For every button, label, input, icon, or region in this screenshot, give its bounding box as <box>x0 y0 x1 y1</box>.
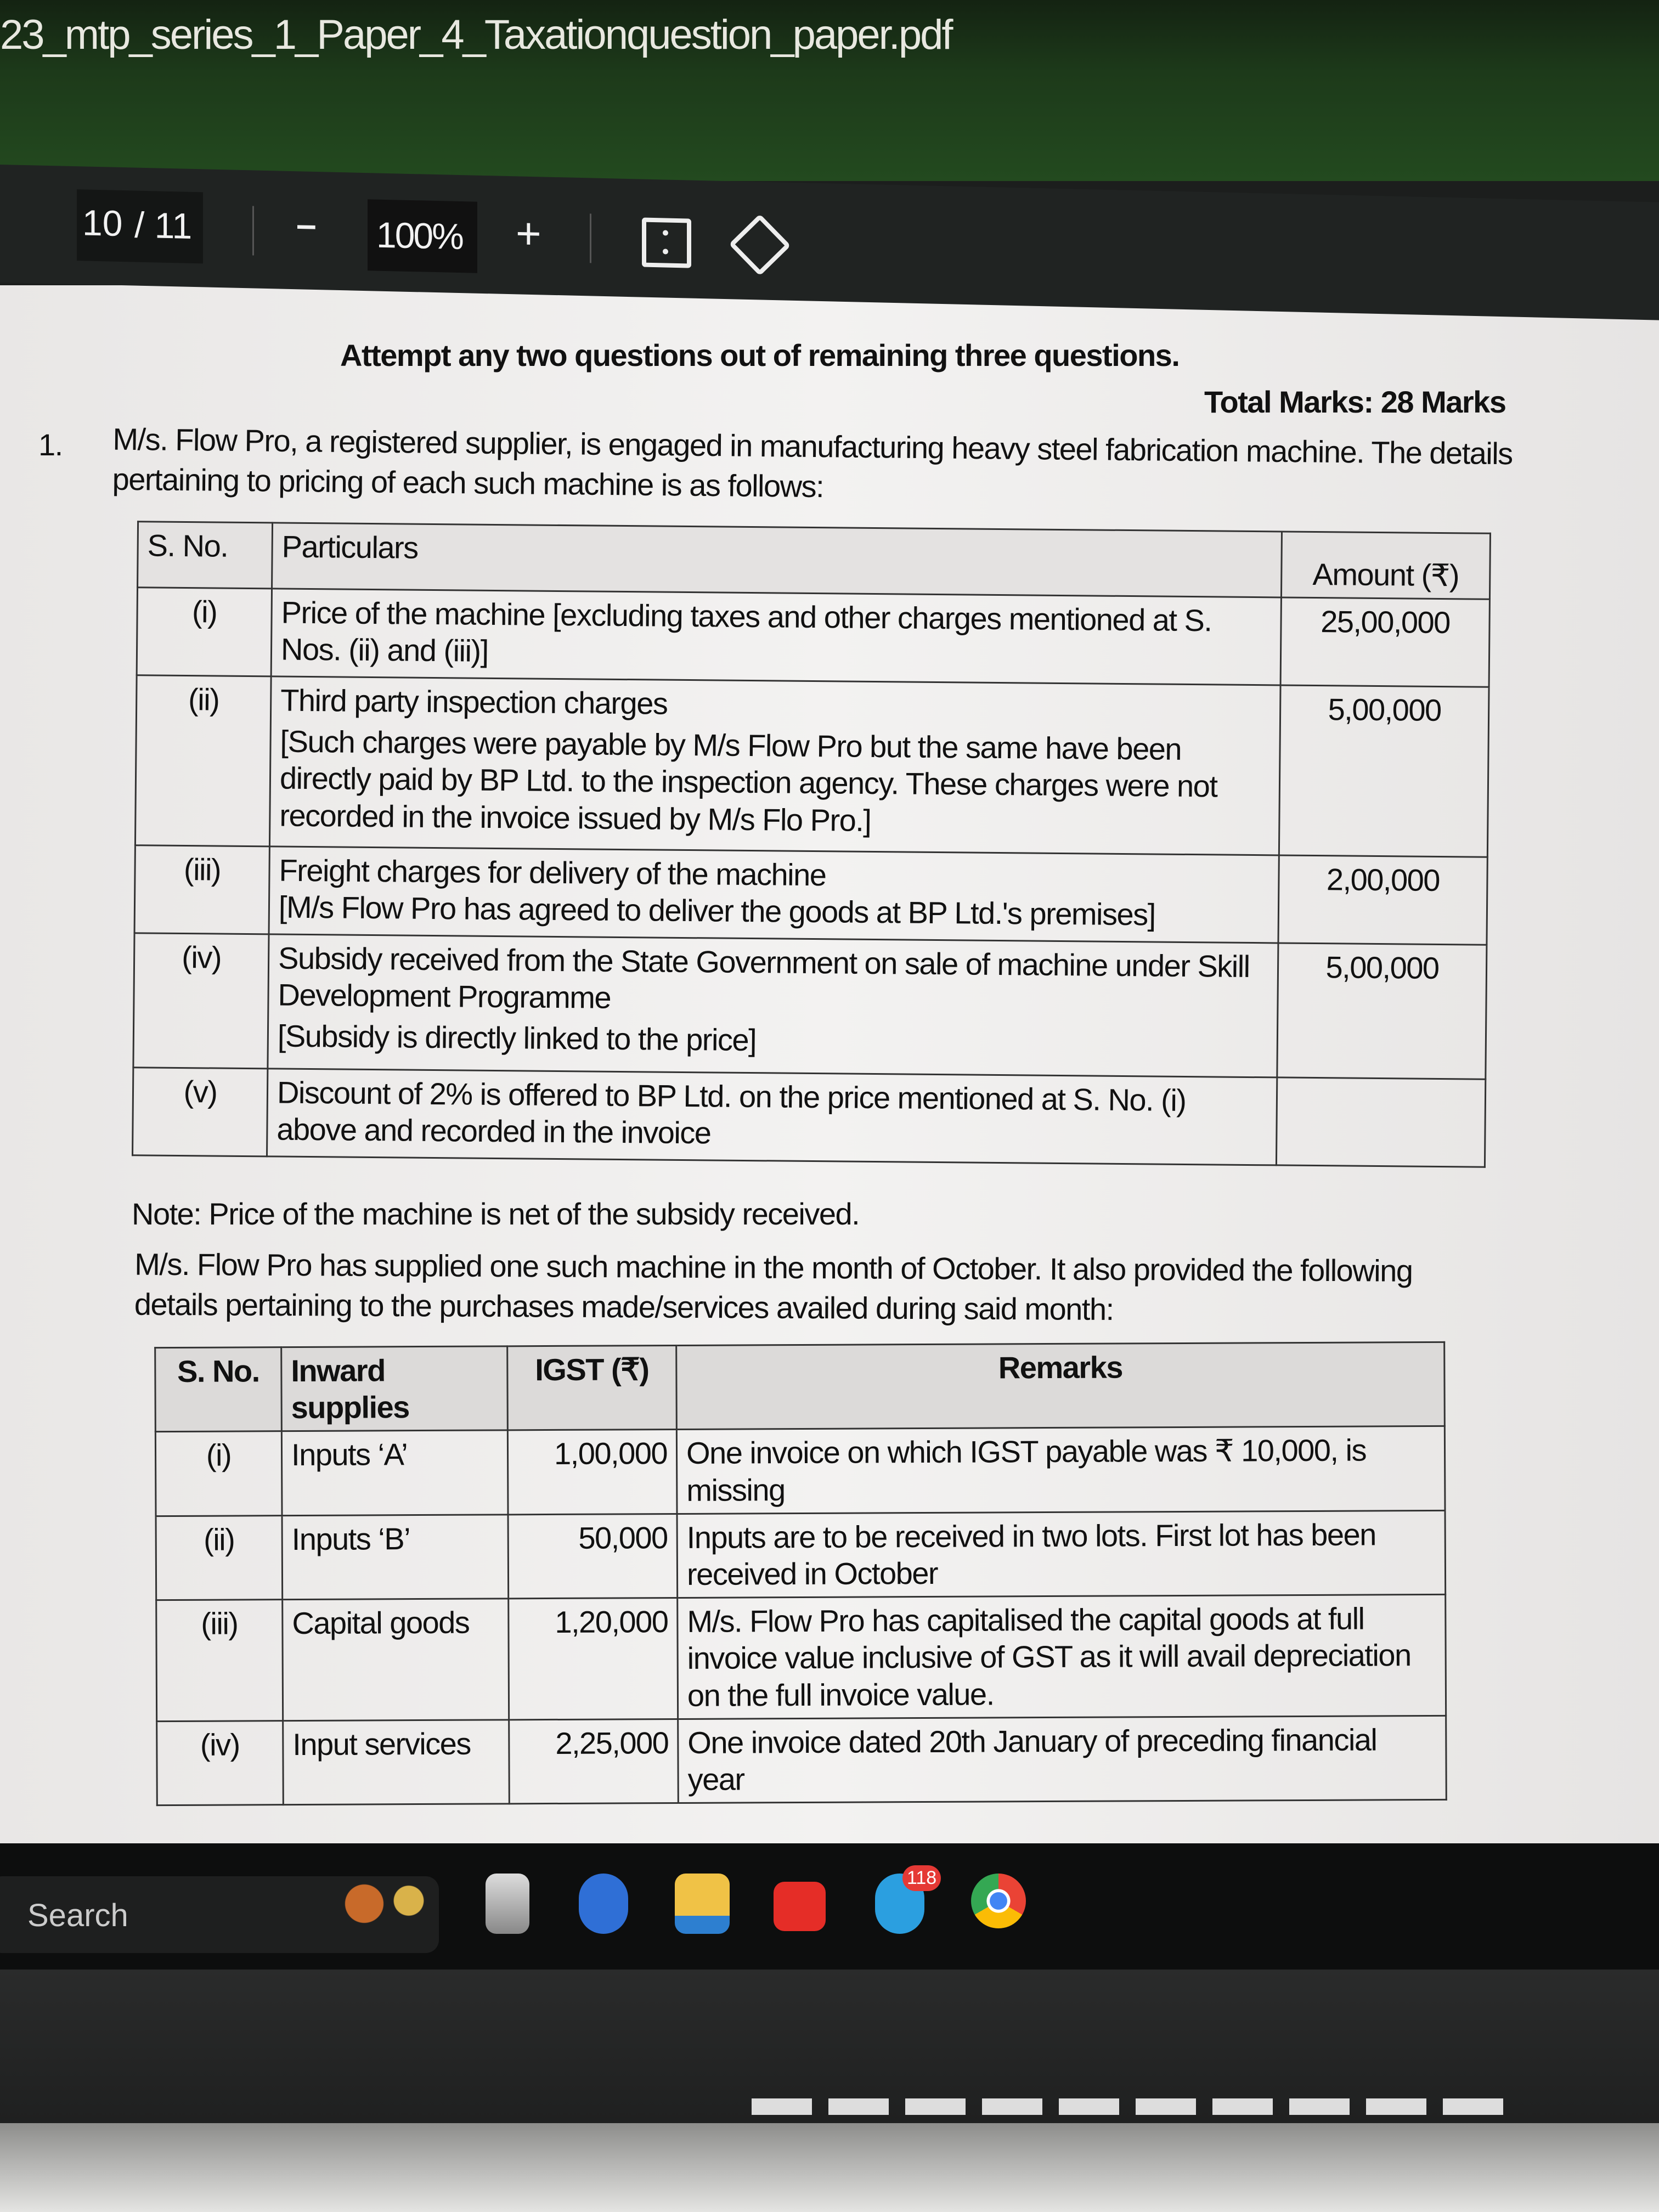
zoom-in-button[interactable]: + <box>516 208 541 258</box>
amount-cell: 25,00,000 <box>1280 597 1489 687</box>
header-particulars: Particulars <box>272 523 1282 597</box>
sno-cell: (ii) <box>156 1515 283 1600</box>
particulars-cell <box>269 676 1280 855</box>
question-number: 1. <box>38 427 63 462</box>
search-label: Search <box>27 1898 128 1933</box>
table-header-row <box>155 1342 1445 1432</box>
current-page[interactable]: 10 <box>82 202 123 244</box>
pdf-page <box>0 285 1659 1843</box>
supply-cell: Inputs ‘B’ <box>282 1515 509 1600</box>
particulars-cell: Discount of 2% is offered to BP Ltd. on the price mentioned at S. No. (i) above and recorded in the invoice <box>267 1069 1277 1165</box>
fit-page-icon[interactable] <box>642 218 691 268</box>
remarks-cell: One invoice on which IGST payable was ₹ 10,000, is missing <box>676 1426 1445 1514</box>
vent <box>1289 2098 1350 2115</box>
sno-cell: (iv) <box>133 933 269 1069</box>
particulars-note: [Such charges were payable by M/s Flow Pro but the same have been directly paid by BP Ltd. to the inspection agency. These charges were not recorded in the invoice issued by M/s Flo Pro.] <box>279 724 1217 838</box>
telegram-icon[interactable] <box>875 1867 937 1934</box>
vent <box>1059 2098 1119 2115</box>
table-row <box>156 1510 1446 1600</box>
chrome-icon[interactable] <box>971 1874 1026 1928</box>
sno-cell: (i) <box>155 1431 282 1516</box>
remarks-cell: Inputs are to be received in two lots. First lot has been received in October <box>677 1510 1446 1598</box>
vent <box>828 2098 889 2115</box>
particulars-cell <box>269 847 1279 943</box>
amount-cell: 5,00,000 <box>1279 685 1489 857</box>
supply-cell: Input services <box>283 1720 510 1805</box>
table-row <box>133 933 1487 1080</box>
particulars-text: Freight charges for delivery of the machine <box>279 853 826 893</box>
inward-supplies-table <box>154 1341 1447 1806</box>
header-igst: IGST (₹) <box>507 1345 677 1430</box>
table-header-row <box>138 522 1491 600</box>
table-row <box>157 1716 1447 1805</box>
zoom-out-button[interactable]: – <box>296 204 317 245</box>
remarks-cell: M/s. Flow Pro has capitalised the capital goods at full invoice value inclusive of GST as it will avail depreciation on the full invoice value. <box>678 1594 1446 1719</box>
particulars-cell: Price of the machine [excluding taxes and other charges mentioned at S. Nos. (ii) and (iii)] <box>271 589 1281 685</box>
particulars-text: Third party inspection charges <box>280 682 668 721</box>
supply-cell: Inputs ‘A’ <box>281 1430 508 1515</box>
sno-cell: (iii) <box>134 845 269 934</box>
zoom-icon[interactable] <box>579 1874 628 1934</box>
supply-cell: Capital goods <box>283 1599 509 1720</box>
table-row <box>133 1068 1486 1167</box>
igst-cell: 1,20,000 <box>509 1598 678 1720</box>
folder-icon[interactable] <box>675 1874 730 1934</box>
amount-cell: 2,00,000 <box>1278 855 1487 945</box>
vent <box>752 2098 812 2115</box>
igst-cell: 50,000 <box>508 1514 678 1599</box>
table-row <box>156 1594 1446 1721</box>
sno-cell: (v) <box>133 1068 268 1156</box>
vent <box>982 2098 1042 2115</box>
particulars-note: [M/s Flow Pro has agreed to deliver the goods at BP Ltd.'s premises] <box>278 889 1156 932</box>
vent <box>1136 2098 1196 2115</box>
sno-cell: (iv) <box>157 1720 284 1805</box>
sno-cell: (ii) <box>135 675 271 847</box>
vent <box>1366 2098 1426 2115</box>
youtube-icon[interactable] <box>774 1882 826 1931</box>
header-sno: S. No. <box>138 522 273 589</box>
particulars-note: [Subsidy is directly linked to the price] <box>277 1018 757 1058</box>
particulars-text: Subsidy received from the State Government on sale of machine under Skill Development Programme <box>278 940 1250 1015</box>
particulars-cell <box>268 934 1278 1077</box>
zoom-level[interactable]: 100% <box>368 199 477 273</box>
vent <box>905 2098 966 2115</box>
amount-cell: 5,00,000 <box>1277 943 1487 1079</box>
amount-cell <box>1276 1077 1485 1167</box>
igst-cell: 1,00,000 <box>507 1430 677 1515</box>
taskbar <box>0 1843 1659 1970</box>
igst-cell: 2,25,000 <box>509 1719 679 1804</box>
weather-widget-icon[interactable] <box>335 1874 433 1934</box>
desk-surface <box>0 2123 1659 2212</box>
file-icon[interactable] <box>486 1874 529 1934</box>
vent <box>1212 2098 1273 2115</box>
divider <box>590 213 591 263</box>
table-row <box>134 845 1487 945</box>
rotate-icon[interactable] <box>729 214 791 276</box>
header-amount: Amount (₹) <box>1281 532 1490 599</box>
table-row <box>135 675 1489 857</box>
total-pages: / 11 <box>134 204 193 246</box>
paragraph-2: M/s. Flow Pro has supplied one such machine in the month of October. It also provided the following details pertaining to the purchases made/services availed during said month: <box>134 1246 1413 1327</box>
pricing-table <box>132 521 1491 1167</box>
title-bar <box>0 0 1659 181</box>
window-title: 23_mtp_series_1_Paper_4_Taxationquestion_paper.pdf <box>0 12 952 58</box>
sno-cell: (i) <box>137 588 272 676</box>
header-inward-supplies: Inward supplies <box>281 1346 508 1431</box>
divider <box>252 206 254 255</box>
header-remarks: Remarks <box>676 1342 1445 1429</box>
vent <box>1443 2098 1503 2115</box>
table-row <box>137 588 1489 687</box>
instruction-text: Attempt any two questions out of remaining three questions. <box>340 338 1180 373</box>
note-text: Note: Price of the machine is net of the subsidy received. <box>132 1197 860 1231</box>
total-marks: Total Marks: 28 Marks <box>1204 385 1506 419</box>
sno-cell: (iii) <box>156 1600 283 1722</box>
table-row <box>155 1426 1445 1516</box>
remarks-cell: One invoice dated 20th January of preceding financial year <box>678 1716 1447 1803</box>
question-intro: M/s. Flow Pro, a registered supplier, is engaged in manufacturing heavy steel fabrication machine. The details pertaining to pricing of each such machine is as follows: <box>112 421 1513 504</box>
notification-badge: 118 <box>902 1865 941 1891</box>
header-sno: S. No. <box>155 1347 282 1432</box>
